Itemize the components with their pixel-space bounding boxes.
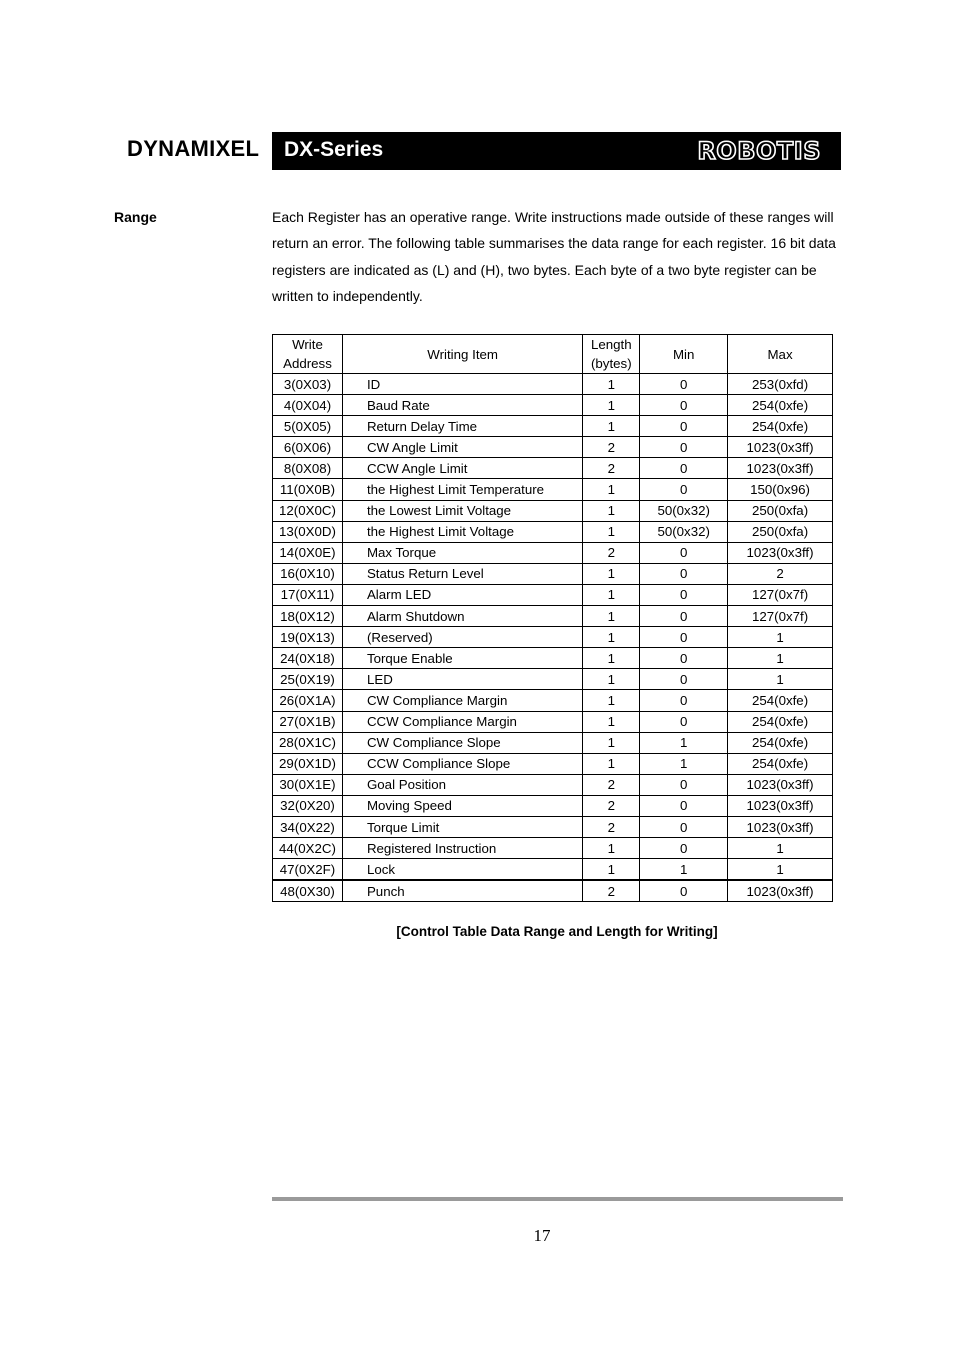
- cell-min: 0: [640, 395, 728, 416]
- cell-length: 1: [583, 859, 640, 881]
- cell-address: 16(0X10): [273, 563, 343, 584]
- cell-address: 12(0X0C): [273, 500, 343, 521]
- cell-max: 1: [728, 838, 833, 859]
- cell-min: 0: [640, 838, 728, 859]
- cell-min: 0: [640, 542, 728, 563]
- cell-min: 0: [640, 711, 728, 732]
- cell-max: 254(0xfe): [728, 753, 833, 774]
- cell-max: 250(0xfa): [728, 521, 833, 542]
- cell-address: 5(0X05): [273, 416, 343, 437]
- cell-max: 254(0xfe): [728, 711, 833, 732]
- cell-min: 0: [640, 627, 728, 648]
- cell-item: CCW Compliance Slope: [342, 753, 582, 774]
- cell-address: 18(0X12): [273, 606, 343, 627]
- cell-address: 24(0X18): [273, 648, 343, 669]
- cell-length: 1: [583, 500, 640, 521]
- cell-max: 1023(0x3ff): [728, 437, 833, 458]
- cell-min: 0: [640, 774, 728, 795]
- cell-length: 1: [583, 732, 640, 753]
- cell-max: 127(0x7f): [728, 606, 833, 627]
- section-description: Each Register has an operative range. Write instructions made outside of these ranges will return an error. The following table summarises the data range for each register. 16 bit data registers are indicated as (L) and (H), two bytes. Each byte of a two byte register can be written to independently.: [272, 209, 836, 304]
- table-row: [273, 774, 833, 795]
- cell-min: 50(0x32): [640, 521, 728, 542]
- cell-max: 1023(0x3ff): [728, 880, 833, 902]
- header-max: Max: [728, 335, 833, 374]
- cell-item: LED: [342, 669, 582, 690]
- cell-length: 1: [583, 374, 640, 395]
- cell-max: 127(0x7f): [728, 584, 833, 605]
- table-row: [273, 753, 833, 774]
- cell-max: 253(0xfd): [728, 374, 833, 395]
- cell-min: 0: [640, 416, 728, 437]
- cell-address: 25(0X19): [273, 669, 343, 690]
- table-row: [273, 563, 833, 584]
- cell-max: 254(0xfe): [728, 732, 833, 753]
- cell-address: 44(0X2C): [273, 838, 343, 859]
- cell-length: 1: [583, 648, 640, 669]
- cell-address: 11(0X0B): [273, 479, 343, 500]
- cell-length: 2: [583, 437, 640, 458]
- cell-min: 0: [640, 479, 728, 500]
- cell-length: 1: [583, 479, 640, 500]
- cell-max: 250(0xfa): [728, 500, 833, 521]
- cell-length: 2: [583, 458, 640, 479]
- cell-item: Moving Speed: [342, 795, 582, 816]
- cell-item: the Highest Limit Temperature: [342, 479, 582, 500]
- cell-max: 254(0xfe): [728, 690, 833, 711]
- table-row: [273, 732, 833, 753]
- cell-max: 1023(0x3ff): [728, 816, 833, 837]
- cell-item: Registered Instruction: [342, 838, 582, 859]
- table-row: [273, 479, 833, 500]
- table-row: [273, 584, 833, 605]
- cell-item: CW Compliance Slope: [342, 732, 582, 753]
- cell-min: 50(0x32): [640, 500, 728, 521]
- table-row: [273, 521, 833, 542]
- cell-length: 2: [583, 774, 640, 795]
- cell-max: 254(0xfe): [728, 395, 833, 416]
- table-row: [273, 690, 833, 711]
- cell-address: 32(0X20): [273, 795, 343, 816]
- cell-max: 254(0xfe): [728, 416, 833, 437]
- cell-item: Goal Position: [342, 774, 582, 795]
- cell-max: 1023(0x3ff): [728, 795, 833, 816]
- cell-max: 1: [728, 627, 833, 648]
- header-min: Min: [640, 335, 728, 374]
- section-label: Range: [114, 209, 157, 225]
- cell-item: the Highest Limit Voltage: [342, 521, 582, 542]
- table-row: [273, 627, 833, 648]
- table-row: [273, 795, 833, 816]
- cell-address: 19(0X13): [273, 627, 343, 648]
- cell-min: 0: [640, 795, 728, 816]
- table-row: [273, 838, 833, 859]
- table-body: [273, 374, 833, 902]
- cell-min: 1: [640, 732, 728, 753]
- table-row: [273, 437, 833, 458]
- cell-address: 48(0X30): [273, 880, 343, 902]
- cell-item: ID: [342, 374, 582, 395]
- cell-address: 8(0X08): [273, 458, 343, 479]
- cell-item: Alarm LED: [342, 584, 582, 605]
- cell-length: 1: [583, 606, 640, 627]
- cell-min: 0: [640, 374, 728, 395]
- table-row: [273, 816, 833, 837]
- table-caption: [Control Table Data Range and Length for Writing]: [396, 924, 718, 939]
- cell-address: 3(0X03): [273, 374, 343, 395]
- cell-length: 1: [583, 395, 640, 416]
- cell-min: 0: [640, 584, 728, 605]
- cell-item: the Lowest Limit Voltage: [342, 500, 582, 521]
- table-row: [273, 711, 833, 732]
- cell-length: 1: [583, 838, 640, 859]
- cell-address: 26(0X1A): [273, 690, 343, 711]
- cell-max: 1: [728, 669, 833, 690]
- cell-address: 28(0X1C): [273, 732, 343, 753]
- cell-max: 1: [728, 648, 833, 669]
- table-row: [273, 374, 833, 395]
- cell-min: 0: [640, 563, 728, 584]
- header-bar: [272, 132, 841, 170]
- table-row: [273, 416, 833, 437]
- cell-item: CCW Angle Limit: [342, 458, 582, 479]
- cell-item: Return Delay Time: [342, 416, 582, 437]
- cell-item: Punch: [342, 880, 582, 902]
- cell-length: 2: [583, 542, 640, 563]
- cell-max: 1: [728, 859, 833, 881]
- cell-item: Torque Enable: [342, 648, 582, 669]
- page-number: 17: [533, 1226, 551, 1245]
- cell-address: 14(0X0E): [273, 542, 343, 563]
- cell-length: 1: [583, 521, 640, 542]
- cell-length: 2: [583, 816, 640, 837]
- cell-min: 0: [640, 816, 728, 837]
- cell-length: 1: [583, 584, 640, 605]
- header-length: Length (bytes): [583, 335, 640, 374]
- cell-max: 1023(0x3ff): [728, 458, 833, 479]
- cell-length: 1: [583, 563, 640, 584]
- cell-address: 47(0X2F): [273, 859, 343, 881]
- range-table: [272, 334, 833, 902]
- header-writing-item: Writing Item: [342, 335, 582, 374]
- cell-address: 34(0X22): [273, 816, 343, 837]
- cell-min: 0: [640, 880, 728, 902]
- cell-min: 0: [640, 606, 728, 627]
- cell-item: (Reserved): [342, 627, 582, 648]
- brand-title: DYNAMIXEL: [127, 136, 260, 161]
- table-row: [273, 542, 833, 563]
- table-header-row: [273, 335, 833, 374]
- cell-min: 0: [640, 648, 728, 669]
- table-row: [273, 669, 833, 690]
- table-row: [273, 648, 833, 669]
- cell-min: 0: [640, 690, 728, 711]
- cell-min: 0: [640, 669, 728, 690]
- cell-max: 150(0x96): [728, 479, 833, 500]
- cell-address: 30(0X1E): [273, 774, 343, 795]
- cell-item: Torque Limit: [342, 816, 582, 837]
- cell-item: Baud Rate: [342, 395, 582, 416]
- table-row: [273, 395, 833, 416]
- table-row: [273, 859, 833, 881]
- cell-length: 1: [583, 416, 640, 437]
- cell-length: 1: [583, 669, 640, 690]
- series-title: DX-Series: [284, 138, 384, 161]
- cell-length: 2: [583, 795, 640, 816]
- cell-item: Lock: [342, 859, 582, 881]
- cell-item: Max Torque: [342, 542, 582, 563]
- cell-address: 4(0X04): [273, 395, 343, 416]
- cell-min: 1: [640, 753, 728, 774]
- cell-item: CW Angle Limit: [342, 437, 582, 458]
- header-write-address: Write Address: [273, 335, 343, 374]
- cell-address: 6(0X06): [273, 437, 343, 458]
- cell-max: 1023(0x3ff): [728, 774, 833, 795]
- cell-max: 2: [728, 563, 833, 584]
- cell-min: 1: [640, 859, 728, 881]
- robotis-logo: ROBOTIS: [697, 137, 821, 165]
- cell-min: 0: [640, 437, 728, 458]
- cell-address: 13(0X0D): [273, 521, 343, 542]
- cell-max: 1023(0x3ff): [728, 542, 833, 563]
- table-row: [273, 880, 833, 902]
- cell-length: 2: [583, 880, 640, 902]
- cell-address: 29(0X1D): [273, 753, 343, 774]
- cell-length: 1: [583, 753, 640, 774]
- cell-length: 1: [583, 627, 640, 648]
- cell-item: Status Return Level: [342, 563, 582, 584]
- cell-length: 1: [583, 690, 640, 711]
- cell-min: 0: [640, 458, 728, 479]
- cell-address: 17(0X11): [273, 584, 343, 605]
- table-row: [273, 606, 833, 627]
- table-row: [273, 458, 833, 479]
- footer-rule: [272, 1197, 843, 1201]
- cell-length: 1: [583, 711, 640, 732]
- table-row: [273, 500, 833, 521]
- cell-address: 27(0X1B): [273, 711, 343, 732]
- cell-item: CW Compliance Margin: [342, 690, 582, 711]
- cell-item: CCW Compliance Margin: [342, 711, 582, 732]
- cell-item: Alarm Shutdown: [342, 606, 582, 627]
